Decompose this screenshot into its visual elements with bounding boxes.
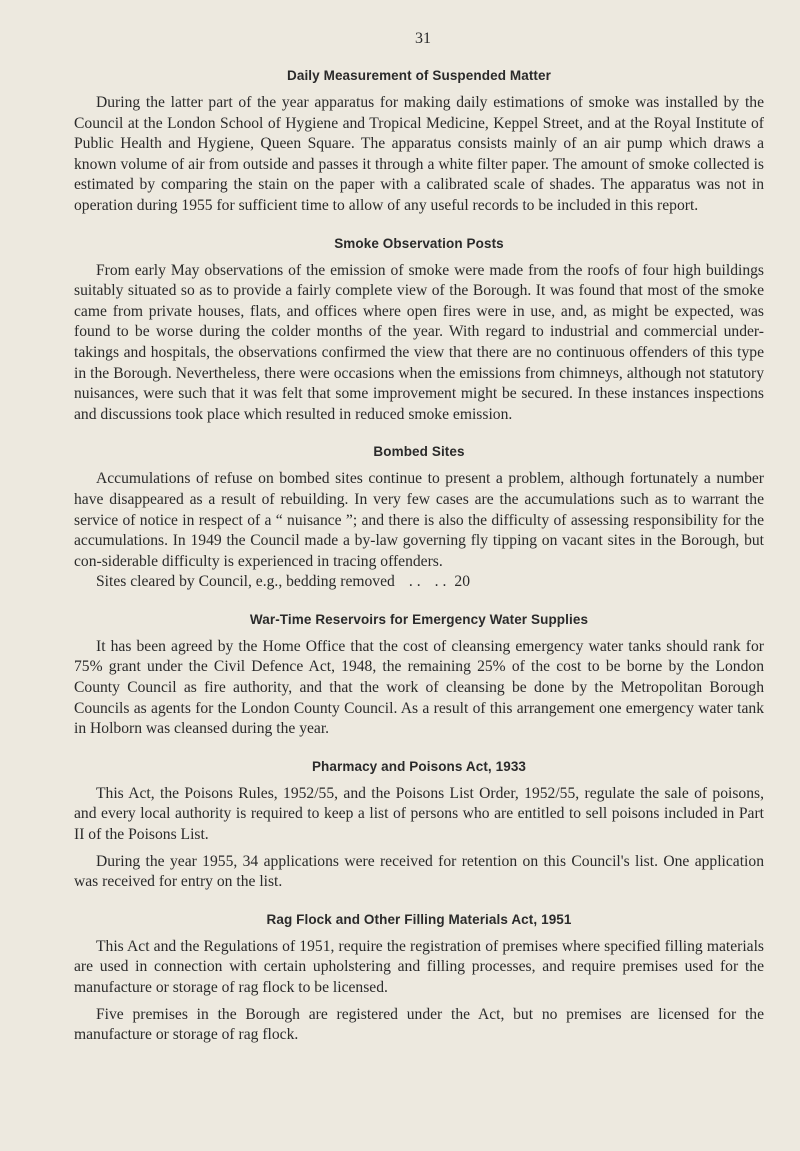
section-pharmacy-poisons-act — [74, 759, 764, 893]
stat-label: Sites cleared by Council, e.g., bedding removed — [96, 573, 395, 591]
paragraph: It has been agreed by the Home Office that the cost of cleansing emergency water tanks should rank for 75% grant under the Civil Defence Act, 1948, the remaining 25% of the cost to be borne by the London County Council as fire authority, and that the work of cleansing be done by the Metropolitan Borough Councils as agents for the London County Council. As a result of this arrangement one emergency water tank in Holborn was cleansed during the year. — [74, 637, 764, 738]
section-rag-flock-act — [74, 912, 764, 1046]
paragraph: Five premises in the Borough are registered under the Act, but no premises are licensed for the manufacture or storage of rag flock. — [74, 1005, 764, 1044]
section-suspended-matter — [74, 68, 764, 217]
sites-cleared-stat — [74, 572, 764, 593]
paragraph: From early May observations of the emission of smoke were made from the roofs of four high buildings suitably situated so as to provide a fairly complete view of the Borough. It was found that most of the smoke came from private houses, flats, and offices where open fires were in use, and, as might be expected, was found to be worse during the colder months of the year. With regard to industrial and commercial under-takings and hospitals, the observations confirmed the view that there are no continuous offenders of this type in the Borough. Nevertheless, there were occasions when the emissions from chimneys, although not statutory nuisances, were such that it was felt that some improvement might be secured. In these instances inspections and discussions took place which resulted in reduced smoke emission. — [74, 261, 764, 423]
section-smoke-observation-posts — [74, 236, 764, 426]
paragraph: During the latter part of the year apparatus for making daily estimations of smoke was installed by the Council at the London School of Hygiene and Tropical Medicine, Keppel Street, and at the Royal Institute of Public Health and Hygiene, Queen Square. The apparatus consists mainly of an air pump which draws a known volume of air from outside and passes it through a white filter paper. The amount of smoke collected is estimated by comparing the stain on the paper with a calibrated scale of shades. The apparatus was not in operation during 1955 for sufficient time to allow of any useful records to be included in this report. — [74, 94, 764, 214]
paragraph: During the year 1955, 34 applications were received for retention on this Council's list. One application was received for entry on the list. — [74, 852, 764, 891]
paragraph: Accumulations of refuse on bombed sites continue to present a problem, although fortunately a number have disappeared as a result of rebuilding. In very few cases are the accumulations such as to warrant the service of notice in respect of a “ nuisance ”; and there is also the difficulty of assessing responsibility for the accumulations. In 1949 the Council made a by-law governing fly tipping on vacant sites in the Borough, but con-siderable difficulty is experienced in tracing offenders. — [74, 470, 764, 570]
section-heading: Pharmacy and Poisons Act, 1933 — [311, 758, 527, 774]
paragraph: This Act, the Poisons Rules, 1952/55, and the Poisons List Order, 1952/55, regulate the sale of poisons, and every local authority is required to keep a list of persons who are entitled to sell poisons included in Part II of the Poisons List. — [74, 784, 764, 844]
section-heading: Bombed Sites — [373, 444, 465, 460]
section-heading: Rag Flock and Other Filling Materials Act, 1951 — [266, 911, 572, 927]
section-heading: Smoke Observation Posts — [334, 235, 504, 251]
section-heading: War-Time Reservoirs for Emergency Water Supplies — [249, 611, 589, 627]
stat-value: 20 — [454, 573, 470, 591]
section-bombed-sites — [74, 444, 764, 593]
section-war-time-reservoirs — [74, 612, 764, 740]
leader-dots: .. — [434, 573, 451, 591]
leader-dots: .. — [408, 573, 425, 591]
page-number: 31 — [415, 30, 431, 47]
paragraph: This Act and the Regulations of 1951, require the registration of premises where specified filling materials are used in connection with certain upholstering and filling processes, and require premises used for the manufacture or storage of rag flock to be licensed. — [74, 937, 764, 996]
section-heading: Daily Measurement of Suspended Matter — [286, 68, 551, 83]
